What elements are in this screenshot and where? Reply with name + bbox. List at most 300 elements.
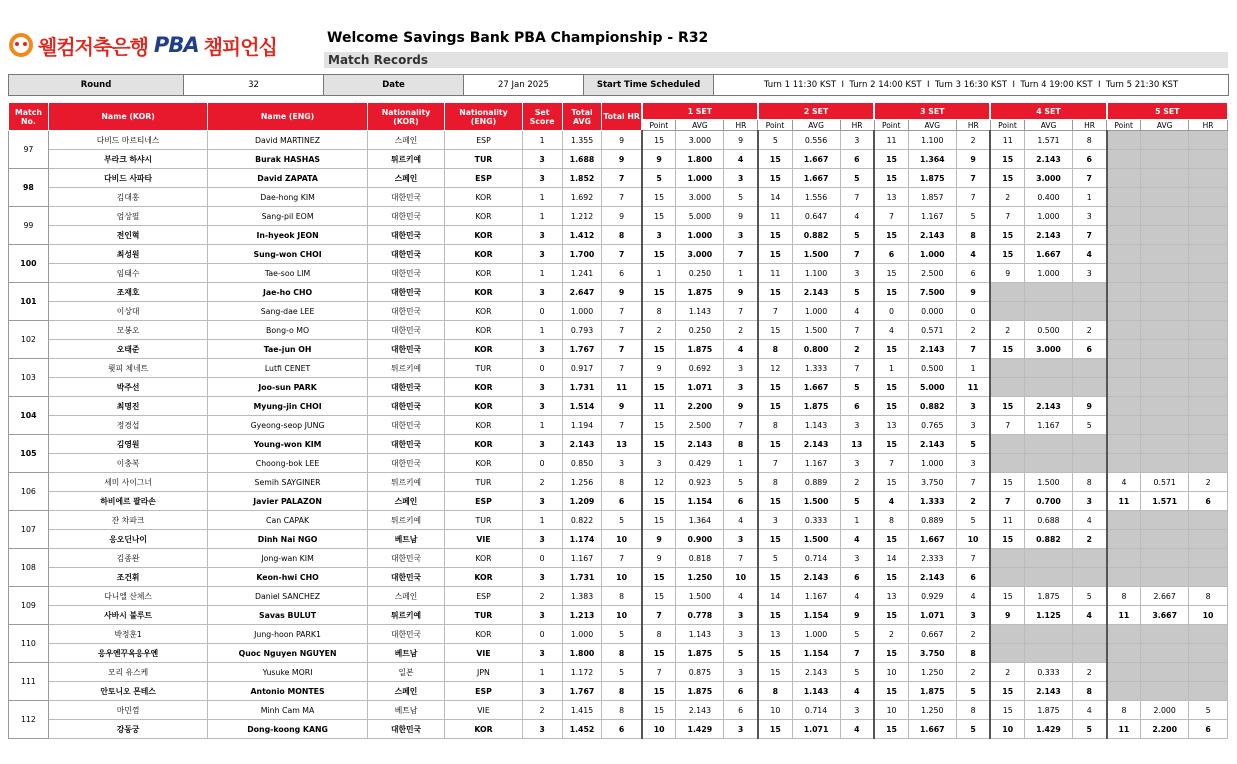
set-hr: 2 [1072,530,1106,549]
set-point: 0 [874,302,908,321]
match-number: 99 [9,207,49,245]
set-point: 8 [758,416,792,435]
nationality-eng: KOR [445,397,522,416]
empty-set-cell [1107,359,1141,378]
nationality-kor: 튀르키예 [367,150,444,169]
nationality-eng: KOR [445,435,522,454]
match-number: 111 [9,663,49,701]
empty-set-cell [1107,682,1141,701]
set-avg: 1.071 [676,378,724,397]
nationality-eng: KOR [445,720,522,739]
brand-logo [8,32,277,58]
total-avg: 1.209 [562,492,602,511]
set-point: 11 [1107,720,1141,739]
total-hr: 7 [602,245,642,264]
set-point: 15 [642,492,676,511]
set-avg: 0.333 [1025,663,1073,682]
set-hr: 5 [1072,416,1106,435]
player-name-kor: 임태수 [48,264,207,283]
total-hr: 10 [602,568,642,587]
player-name-eng: In-hyeok JEON [208,226,367,245]
nationality-eng: KOR [445,283,522,302]
set-score: 3 [522,283,562,302]
empty-set-cell [1107,378,1141,397]
total-hr: 3 [602,454,642,473]
total-hr: 11 [602,378,642,397]
set-avg: 1.154 [792,644,840,663]
empty-set-cell [1107,188,1141,207]
set-avg: 2.667 [1141,587,1189,606]
set-hr: 5 [1189,701,1228,720]
set-point: 9 [642,150,676,169]
set-point: 13 [758,625,792,644]
set-score: 3 [522,492,562,511]
set-avg: 1.071 [792,720,840,739]
table-row [9,587,1228,606]
empty-set-cell [1141,359,1189,378]
table-row [9,188,1228,207]
set-point: 5 [758,131,792,150]
player-name-kor: 부라크 하샤시 [48,150,207,169]
subcol-avg: AVG [1025,120,1073,131]
match-number: 103 [9,359,49,397]
set-hr: 2 [1189,473,1228,492]
set-avg: 0.714 [792,701,840,720]
nationality-kor: 대한민국 [367,340,444,359]
set-point: 11 [758,207,792,226]
set-point: 15 [642,340,676,359]
total-avg: 1.800 [562,644,602,663]
subcol-hr: HR [1072,120,1106,131]
set-point: 13 [874,587,908,606]
set-point: 15 [874,473,908,492]
nationality-kor: 스페인 [367,169,444,188]
set-avg: 1.500 [792,530,840,549]
empty-set-cell [1189,454,1228,473]
empty-set-cell [1189,682,1228,701]
nationality-eng: KOR [445,321,522,340]
player-name-kor: 륏피 체네트 [48,359,207,378]
set-hr: 6 [840,150,874,169]
table-row [9,625,1228,644]
set-point: 15 [758,321,792,340]
empty-set-cell [990,644,1024,663]
player-name-eng: Jae-ho CHO [208,283,367,302]
set-point: 15 [642,188,676,207]
set-point: 15 [874,682,908,701]
set-point: 2 [990,188,1024,207]
col-nat-eng: Nationality (ENG) [445,103,522,131]
empty-set-cell [1141,625,1189,644]
set-hr: 4 [840,682,874,701]
set-hr: 2 [840,473,874,492]
page-header [0,0,1237,72]
set-avg: 3.000 [1025,340,1073,359]
player-name-eng: Gyeong-seop JUNG [208,416,367,435]
nationality-kor: 대한민국 [367,264,444,283]
empty-set-cell [1025,302,1073,321]
empty-set-cell [1189,530,1228,549]
player-name-kor: 김종완 [48,549,207,568]
set-point: 14 [874,549,908,568]
set-avg: 1.875 [676,340,724,359]
set-hr: 2 [840,340,874,359]
nationality-kor: 대한민국 [367,416,444,435]
total-avg: 1.000 [562,302,602,321]
empty-set-cell [990,283,1024,302]
empty-set-cell [990,359,1024,378]
nationality-kor: 스페인 [367,682,444,701]
total-hr: 8 [602,587,642,606]
set-hr: 5 [724,644,758,663]
empty-set-cell [1141,454,1189,473]
set-hr: 4 [840,530,874,549]
set-point: 15 [874,530,908,549]
subcol-point: Point [874,120,908,131]
table-row [9,568,1228,587]
player-name-kor: 박주선 [48,378,207,397]
total-hr: 8 [602,701,642,720]
nationality-eng: TUR [445,150,522,169]
set-avg: 1.154 [792,606,840,625]
total-avg: 1.194 [562,416,602,435]
total-avg: 1.355 [562,131,602,150]
total-hr: 7 [602,302,642,321]
nationality-kor: 대한민국 [367,302,444,321]
empty-set-cell [990,378,1024,397]
empty-set-cell [1189,188,1228,207]
set-point: 8 [1107,587,1141,606]
set-hr: 3 [1072,207,1106,226]
set-point: 11 [990,511,1024,530]
set-score: 0 [522,454,562,473]
empty-set-cell [1025,435,1073,454]
set-hr: 1 [724,454,758,473]
nationality-kor: 일본 [367,663,444,682]
set-point: 15 [990,473,1024,492]
empty-set-cell [1107,625,1141,644]
set-hr: 9 [956,283,990,302]
player-name-kor: 응오딘나이 [48,530,207,549]
set-score: 3 [522,720,562,739]
set-point: 15 [758,226,792,245]
player-name-kor: 잔 차파크 [48,511,207,530]
total-hr: 13 [602,435,642,454]
empty-set-cell [1189,264,1228,283]
set-score: 3 [522,644,562,663]
empty-set-cell [1141,549,1189,568]
nationality-eng: VIE [445,701,522,720]
total-hr: 8 [602,226,642,245]
set-avg: 3.000 [676,245,724,264]
player-name-kor: 다니엘 산체스 [48,587,207,606]
set-hr: 2 [956,663,990,682]
set-avg: 0.556 [792,131,840,150]
date-label: Date [324,75,464,96]
table-row [9,511,1228,530]
set-hr: 3 [840,264,874,283]
set-score: 3 [522,245,562,264]
set-avg: 1.667 [908,530,956,549]
set-avg: 2.200 [676,397,724,416]
nationality-eng: ESP [445,131,522,150]
set-hr: 7 [724,549,758,568]
nationality-eng: KOR [445,568,522,587]
set-avg: 1.875 [676,682,724,701]
set-hr: 7 [840,188,874,207]
set-point: 2 [642,321,676,340]
nationality-eng: KOR [445,378,522,397]
nationality-eng: ESP [445,492,522,511]
set-point: 15 [874,340,908,359]
total-hr: 7 [602,340,642,359]
set-point: 9 [642,530,676,549]
set-point: 15 [758,492,792,511]
set-avg: 0.688 [1025,511,1073,530]
table-row [9,663,1228,682]
set-avg: 1.000 [908,245,956,264]
match-records-table [8,102,1228,739]
set-point: 15 [874,435,908,454]
set-point: 8 [758,340,792,359]
nationality-kor: 스페인 [367,131,444,150]
set-hr: 3 [724,359,758,378]
set-avg: 0.500 [1025,321,1073,340]
set-avg: 1.500 [792,321,840,340]
set-point: 11 [1107,606,1141,625]
set-avg: 0.818 [676,549,724,568]
set-hr: 8 [724,435,758,454]
set-hr: 5 [840,378,874,397]
set-point: 15 [990,682,1024,701]
set-point: 15 [758,378,792,397]
match-number: 104 [9,397,49,435]
player-name-kor: 모리 유스케 [48,663,207,682]
set-point: 8 [1107,701,1141,720]
player-name-kor: 안토니오 몬테스 [48,682,207,701]
player-name-kor: 세미 사이그너 [48,473,207,492]
match-number: 102 [9,321,49,359]
set-avg: 1.875 [908,169,956,188]
match-number: 105 [9,435,49,473]
set-point: 15 [990,150,1024,169]
nationality-eng: TUR [445,606,522,625]
set-hr: 3 [840,131,874,150]
set-point: 8 [758,682,792,701]
empty-set-cell [1189,625,1228,644]
set-point: 2 [990,321,1024,340]
set-avg: 1.000 [792,625,840,644]
col-set-4: 4 SET [990,103,1106,120]
total-avg: 1.767 [562,682,602,701]
set-avg: 0.923 [676,473,724,492]
empty-set-cell [1189,397,1228,416]
total-hr: 10 [602,530,642,549]
empty-set-cell [1107,549,1141,568]
set-avg: 2.143 [792,283,840,302]
empty-set-cell [1189,207,1228,226]
player-name-eng: Semih SAYGINER [208,473,367,492]
empty-set-cell [1189,340,1228,359]
total-avg: 1.172 [562,663,602,682]
set-point: 11 [874,131,908,150]
set-point: 11 [990,131,1024,150]
empty-set-cell [1025,549,1073,568]
match-number: 109 [9,587,49,625]
empty-set-cell [1072,625,1106,644]
empty-set-cell [990,549,1024,568]
set-avg: 1.875 [908,682,956,701]
set-hr: 3 [1072,492,1106,511]
set-score: 3 [522,530,562,549]
subcol-point: Point [990,120,1024,131]
date-value: 27 Jan 2025 [464,75,584,96]
set-hr: 4 [840,720,874,739]
set-avg: 3.750 [908,473,956,492]
empty-set-cell [1107,169,1141,188]
total-avg: 1.212 [562,207,602,226]
set-hr: 7 [956,169,990,188]
nationality-eng: KOR [445,245,522,264]
set-avg: 2.000 [1141,701,1189,720]
set-hr: 3 [956,606,990,625]
set-score: 3 [522,568,562,587]
total-avg: 1.000 [562,625,602,644]
set-point: 10 [642,720,676,739]
set-hr: 13 [840,435,874,454]
set-point: 15 [874,378,908,397]
empty-set-cell [1141,530,1189,549]
total-avg: 1.852 [562,169,602,188]
player-name-kor: 김대홍 [48,188,207,207]
set-hr: 10 [724,568,758,587]
set-point: 13 [874,188,908,207]
set-hr: 4 [840,302,874,321]
set-hr: 5 [956,682,990,701]
set-score: 1 [522,188,562,207]
empty-set-cell [1107,131,1141,150]
empty-set-cell [1141,682,1189,701]
player-name-eng: Joo-sun PARK [208,378,367,397]
set-hr: 5 [956,511,990,530]
set-hr: 9 [840,606,874,625]
table-row [9,359,1228,378]
set-avg: 0.765 [908,416,956,435]
total-avg: 1.731 [562,378,602,397]
nationality-kor: 대한민국 [367,549,444,568]
set-avg: 0.667 [908,625,956,644]
set-hr: 9 [1072,397,1106,416]
set-avg: 1.500 [1025,473,1073,492]
set-avg: 1.500 [792,492,840,511]
empty-set-cell [1025,644,1073,663]
set-hr: 3 [1072,264,1106,283]
empty-set-cell [1141,321,1189,340]
table-body [9,131,1228,739]
total-avg: 1.213 [562,606,602,625]
subcol-hr: HR [1189,120,1228,131]
set-avg: 1.875 [676,283,724,302]
empty-set-cell [1107,416,1141,435]
set-hr: 3 [724,663,758,682]
set-hr: 5 [956,435,990,454]
set-point: 12 [642,473,676,492]
subcol-avg: AVG [792,120,840,131]
total-avg: 2.143 [562,435,602,454]
set-point: 8 [874,511,908,530]
set-point: 15 [758,150,792,169]
set-point: 15 [990,226,1024,245]
set-avg: 1.875 [792,397,840,416]
set-hr: 3 [724,378,758,397]
set-score: 1 [522,207,562,226]
total-hr: 8 [602,644,642,663]
empty-set-cell [1107,321,1141,340]
set-avg: 0.800 [792,340,840,359]
empty-set-cell [1141,663,1189,682]
empty-set-cell [1141,378,1189,397]
nationality-eng: KOR [445,264,522,283]
set-avg: 1.000 [676,226,724,245]
set-avg: 3.667 [1141,606,1189,625]
set-avg: 0.250 [676,264,724,283]
player-name-eng: Dinh Nai NGO [208,530,367,549]
set-hr: 4 [1072,511,1106,530]
total-hr: 9 [602,150,642,169]
total-hr: 7 [602,549,642,568]
set-point: 2 [990,663,1024,682]
table-row [9,606,1228,625]
subcol-avg: AVG [908,120,956,131]
set-point: 4 [1107,473,1141,492]
set-hr: 4 [1072,245,1106,264]
set-hr: 5 [840,663,874,682]
set-avg: 0.571 [1141,473,1189,492]
subtitle-bar [324,52,1228,68]
total-avg: 1.174 [562,530,602,549]
set-avg: 5.000 [908,378,956,397]
set-point: 2 [874,625,908,644]
set-point: 15 [990,530,1024,549]
player-name-kor: 다비드 마르티네스 [48,131,207,150]
nationality-eng: ESP [445,587,522,606]
set-hr: 7 [724,245,758,264]
nationality-kor: 대한민국 [367,226,444,245]
set-avg: 7.500 [908,283,956,302]
set-hr: 9 [724,131,758,150]
total-avg: 1.731 [562,568,602,587]
set-avg: 1.143 [792,416,840,435]
set-hr: 8 [1189,587,1228,606]
set-hr: 7 [840,245,874,264]
set-point: 6 [874,245,908,264]
table-row [9,131,1228,150]
empty-set-cell [1107,207,1141,226]
nationality-kor: 대한민국 [367,321,444,340]
empty-set-cell [1107,644,1141,663]
table-row [9,302,1228,321]
set-avg: 0.647 [792,207,840,226]
set-hr: 9 [724,207,758,226]
set-avg: 1.143 [676,625,724,644]
nationality-kor: 대한민국 [367,625,444,644]
set-point: 15 [758,663,792,682]
set-point: 15 [990,169,1024,188]
nationality-eng: KOR [445,302,522,321]
set-avg: 3.000 [1025,169,1073,188]
total-hr: 9 [602,207,642,226]
total-hr: 5 [602,625,642,644]
